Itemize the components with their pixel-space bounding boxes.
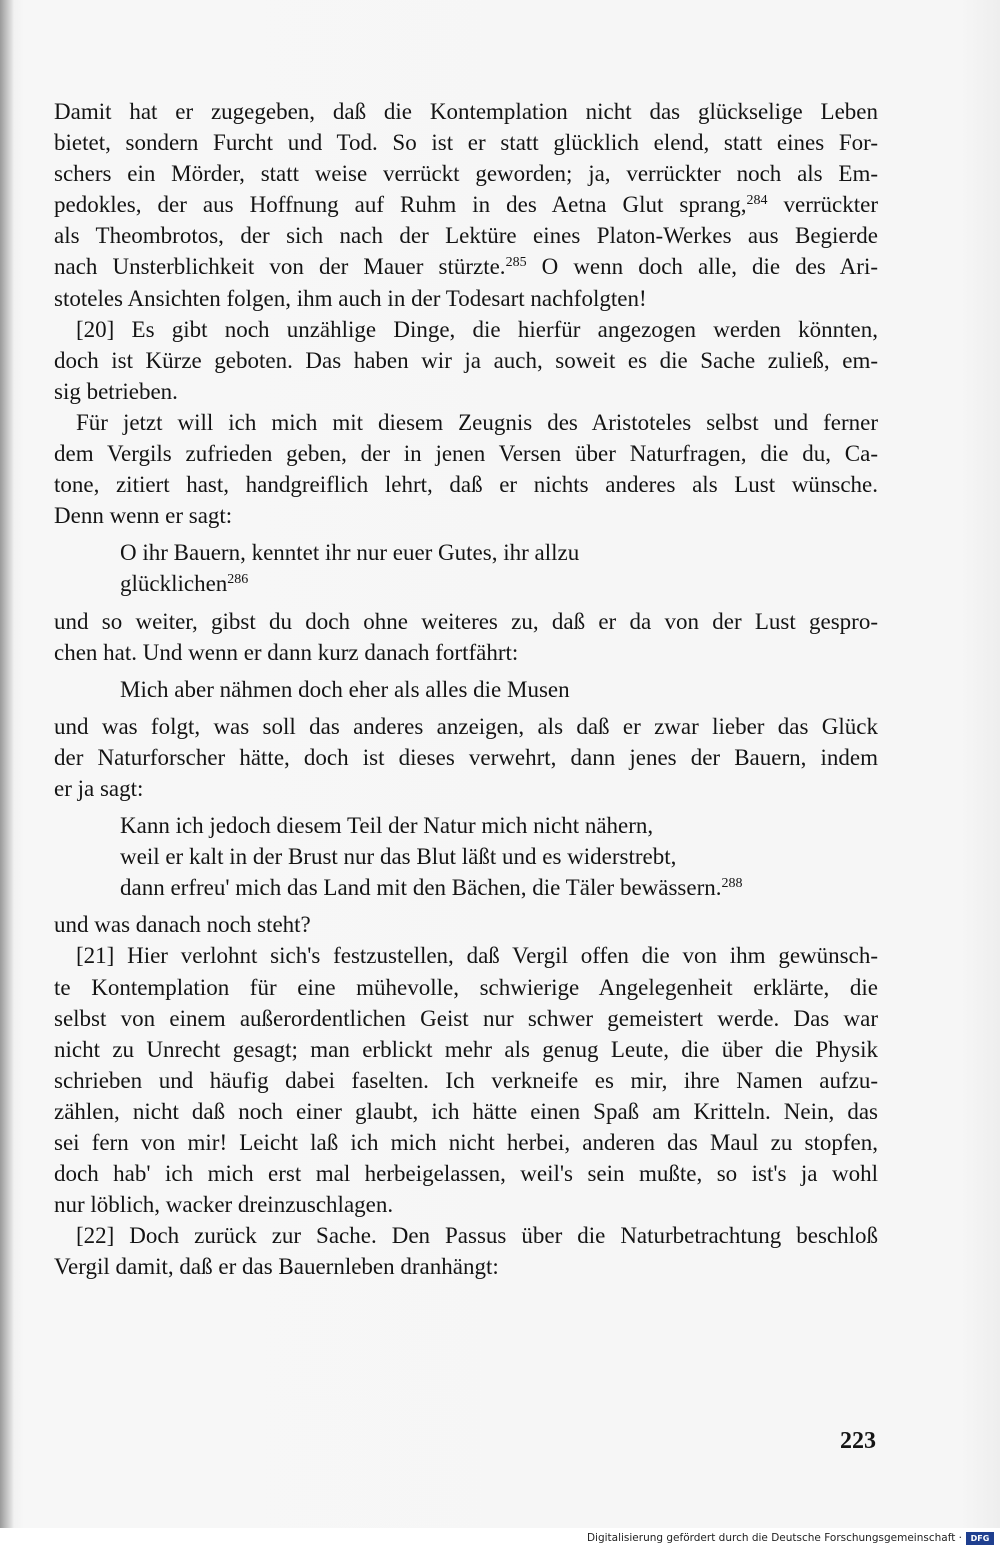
text-line: als Theombrotos, der sich nach der Lektüre eines Platon-Werkes aus Begierde [54, 223, 878, 249]
text-line: [20] Es gibt noch unzählige Dinge, die hierfür angezogen werden könnten, [76, 316, 878, 342]
verse-line: weil er kalt in der Brust nur das Blut läßt und es widerstrebt, [120, 844, 677, 870]
text-span: O wenn doch alle, die des Ari- [526, 254, 878, 280]
text-line: doch ist Kürze geboten. Das haben wir ja auch, soweit es die Sache zuließ, em- [54, 347, 878, 373]
text-line: und so weiter, gibst du doch ohne weiteres zu, daß er da von der Lust gespro- [54, 608, 878, 634]
text-span: pedokles, der aus Hoffnung auf Ruhm in des Aetna Glut sprang, [54, 192, 747, 218]
text-line: dem Vergils zufrieden geben, der in jenen Versen über Naturfragen, die du, Ca- [54, 441, 878, 467]
text-line: stoteles Ansichten folgen, ihm auch in der Todesart nachfolgten! [54, 285, 647, 311]
text-line: sig betrieben. [54, 378, 178, 404]
paragraph-3 [54, 407, 878, 531]
text-line: Damit hat er zugegeben, daß die Kontemplation nicht das glückselige Leben [54, 99, 878, 124]
text-line: der Naturforscher hätte, doch ist dieses verwehrt, dann jenes der Bauern, indem [54, 744, 878, 770]
footnote-ref-284: 284 [746, 193, 768, 209]
paragraph-5 [54, 711, 878, 804]
page-number: 223 [840, 1428, 876, 1454]
text-line: chen hat. Und wenn er dann kurz danach fortfährt: [54, 639, 519, 665]
paragraph-4 [54, 606, 878, 668]
text-span: verrückter [767, 192, 878, 218]
text-line: Für jetzt will ich mich mit diesem Zeugnis des Aristoteles selbst und ferner [76, 409, 878, 435]
paragraph-1 [54, 96, 878, 314]
text-line: sei fern von mir! Leicht laß ich mich nicht herbei, anderen das Maul zu stopfen, [54, 1130, 878, 1155]
text-line: er ja sagt: [54, 775, 144, 801]
verse-line: Kann ich jedoch diesem Teil der Natur mich nicht nähern, [120, 813, 654, 839]
paragraph-8 [54, 1220, 878, 1282]
verse-line [120, 568, 878, 599]
paragraph-2 [54, 314, 878, 407]
text-span: nach Unsterblichkeit von der Mauer stürzte. [54, 254, 506, 280]
text-line: und was danach noch steht? [54, 912, 311, 938]
digitization-footer [0, 1528, 1000, 1549]
text-line: und was folgt, was soll das anderes anzeigen, als daß er zwar lieber das Glück [54, 713, 878, 739]
text-span: dann erfreu' mich das Land mit den Bächen, die Täler bewässern. [120, 875, 722, 901]
text-line: schers ein Mörder, statt weise verrückt geworden; ja, verrückter noch als Em- [54, 161, 878, 187]
text-line: doch hab' ich mich erst mal herbeigelassen, weil's sein mußte, so ist's ja wohl [54, 1161, 878, 1187]
text-line: nur löblich, wacker dreinzuschlagen. [54, 1192, 394, 1218]
paragraph-7 [54, 940, 878, 1220]
text-line: tone, zitiert hast, handgreiflich lehrt, daß er nichts anderes als Lust wünsche. [54, 472, 878, 498]
footnote-ref-285: 285 [505, 255, 527, 271]
page-text [54, 96, 878, 1282]
footnote-ref-288: 288 [721, 876, 743, 892]
verse-line: O ihr Bauern, kenntet ihr nur euer Gutes, ihr allzu [120, 540, 580, 566]
text-line [54, 251, 878, 282]
text-line [54, 189, 878, 220]
text-line: te Kontemplation für eine mühevolle, schwierige Angelegenheit erklärte, die [54, 974, 878, 1000]
text-span: glücklichen [120, 571, 228, 597]
verse-quote-3 [54, 810, 878, 903]
verse-quote-1 [54, 537, 878, 599]
text-line: Vergil damit, daß er das Bauernleben dranhängt: [54, 1254, 499, 1280]
text-line: Denn wenn er sagt: [54, 503, 233, 529]
text-line: [21] Hier verlohnt sich's festzustellen, daß Vergil offen die von ihm gewünsch- [76, 943, 878, 969]
paragraph-6 [54, 909, 878, 940]
text-line: [22] Doch zurück zur Sache. Den Passus über die Naturbetrachtung beschloß [76, 1223, 878, 1249]
dfg-logo-icon: DFG [966, 1532, 994, 1545]
verse-line [120, 872, 878, 903]
text-line: schrieben und häufig dabei faselten. Ich verkneife es mir, ihre Namen aufzu- [54, 1067, 878, 1093]
text-line: bietet, sondern Furcht und Tod. So ist er statt glücklich elend, statt eines For- [54, 130, 878, 156]
verse-quote-2 [54, 674, 878, 705]
footnote-ref-286: 286 [227, 572, 249, 588]
text-line: nicht zu Unrecht gesagt; man erblickt mehr als genug Leute, die über die Physik [54, 1036, 878, 1062]
text-line: selbst von einem außerordentlichen Geist nur schwer gemeistert werde. Das war [54, 1005, 878, 1031]
page-binding-shadow [0, 0, 14, 1528]
text-line: zählen, nicht daß noch einer glaubt, ich hätte einen Spaß am Kritteln. Nein, das [54, 1098, 878, 1124]
verse-line: Mich aber nähmen doch eher als alles die Musen [120, 676, 570, 702]
funding-notice: Digitalisierung gefördert durch die Deutsche Forschungsgemeinschaft · [586, 1532, 962, 1544]
